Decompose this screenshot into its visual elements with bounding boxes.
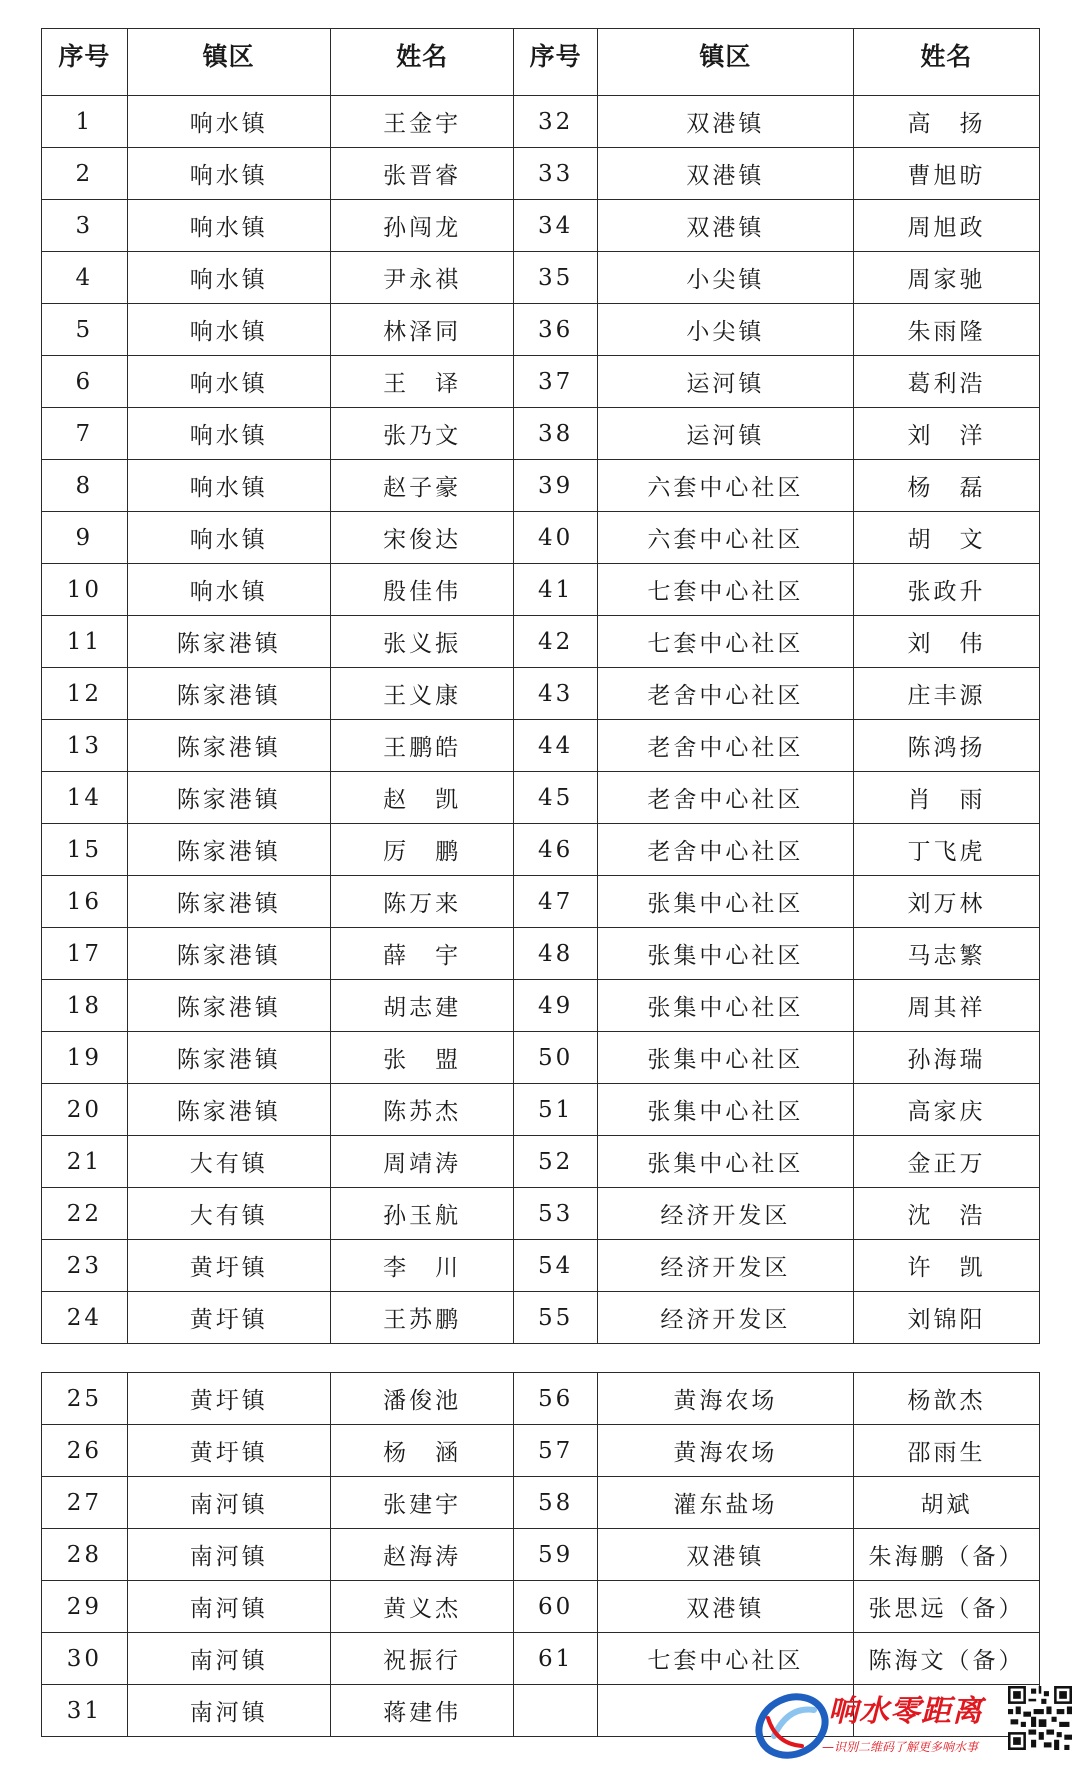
table-row [42, 356, 1040, 408]
cell-name: 张乃文 [330, 408, 514, 460]
table-row [42, 668, 1040, 720]
roster-table-1 [41, 28, 1040, 1344]
cell-town: 小尖镇 [597, 304, 853, 356]
cell-name: 胡 文 [853, 512, 1039, 564]
cell-town: 响水镇 [127, 460, 330, 512]
cell-town: 运河镇 [597, 356, 853, 408]
cell-town: 黄圩镇 [127, 1373, 330, 1425]
cell-town: 南河镇 [127, 1529, 330, 1581]
cell-name: 黄义杰 [330, 1581, 514, 1633]
table-row [42, 980, 1040, 1032]
cell-name: 张政升 [853, 564, 1039, 616]
cell-town: 响水镇 [127, 96, 330, 148]
cell-seq: 47 [514, 876, 597, 928]
cell-name: 王义康 [330, 668, 514, 720]
cell-seq: 19 [42, 1032, 128, 1084]
cell-name: 张晋睿 [330, 148, 514, 200]
cell-town: 张集中心社区 [597, 876, 853, 928]
cell-seq: 9 [42, 512, 128, 564]
watermark-subtitle: —识别二维码了解更多响水事 [822, 1740, 979, 1754]
cell-name: 朱雨隆 [853, 304, 1039, 356]
cell-town: 六套中心社区 [597, 512, 853, 564]
cell-town: 陈家港镇 [127, 772, 330, 824]
table-row [42, 1373, 1040, 1425]
cell-town: 陈家港镇 [127, 1032, 330, 1084]
cell-town: 陈家港镇 [127, 1084, 330, 1136]
cell-name: 祝振行 [330, 1633, 514, 1685]
cell-name: 杨 磊 [853, 460, 1039, 512]
cell-name: 林泽同 [330, 304, 514, 356]
cell-seq: 31 [42, 1685, 128, 1737]
cell-seq: 43 [514, 668, 597, 720]
cell-name: 陈鸿扬 [853, 720, 1039, 772]
cell-name: 赵 凯 [330, 772, 514, 824]
table-row [42, 96, 1040, 148]
cell-seq: 22 [42, 1188, 128, 1240]
cell-town: 南河镇 [127, 1477, 330, 1529]
cell-seq: 10 [42, 564, 128, 616]
cell-seq: 20 [42, 1084, 128, 1136]
cell-name: 杨 涵 [330, 1425, 514, 1477]
table-row [42, 252, 1040, 304]
cell-seq: 41 [514, 564, 597, 616]
cell-seq: 58 [514, 1477, 597, 1529]
cell-name: 王金宇 [330, 96, 514, 148]
cell-seq: 11 [42, 616, 128, 668]
table-row [42, 928, 1040, 980]
cell-seq [514, 1685, 597, 1737]
cell-name: 胡斌 [853, 1477, 1039, 1529]
cell-seq: 2 [42, 148, 128, 200]
cell-name: 杨歆杰 [853, 1373, 1039, 1425]
cell-seq: 46 [514, 824, 597, 876]
cell-name: 孙闯龙 [330, 200, 514, 252]
table-row [42, 772, 1040, 824]
cell-town: 黄圩镇 [127, 1240, 330, 1292]
table-row [42, 1633, 1040, 1685]
swirl-logo-icon [754, 1688, 830, 1762]
header-seq: 序号 [42, 29, 128, 96]
cell-town: 响水镇 [127, 304, 330, 356]
cell-seq: 60 [514, 1581, 597, 1633]
cell-town: 双港镇 [597, 148, 853, 200]
cell-seq: 15 [42, 824, 128, 876]
cell-seq: 45 [514, 772, 597, 824]
cell-town: 陈家港镇 [127, 616, 330, 668]
cell-town: 老舍中心社区 [597, 824, 853, 876]
table-row [42, 564, 1040, 616]
cell-seq: 61 [514, 1633, 597, 1685]
cell-name: 张 盟 [330, 1032, 514, 1084]
cell-name: 金正万 [853, 1136, 1039, 1188]
cell-seq: 35 [514, 252, 597, 304]
cell-town: 黄圩镇 [127, 1292, 330, 1344]
cell-name: 胡志建 [330, 980, 514, 1032]
table-header-row [42, 29, 1040, 96]
cell-name: 庄丰源 [853, 668, 1039, 720]
cell-seq: 21 [42, 1136, 128, 1188]
cell-name: 周旭政 [853, 200, 1039, 252]
cell-seq: 44 [514, 720, 597, 772]
cell-name: 刘锦阳 [853, 1292, 1039, 1344]
cell-name: 周其祥 [853, 980, 1039, 1032]
cell-seq: 48 [514, 928, 597, 980]
cell-seq: 23 [42, 1240, 128, 1292]
cell-seq: 38 [514, 408, 597, 460]
cell-seq: 14 [42, 772, 128, 824]
table-row [42, 1240, 1040, 1292]
cell-seq: 57 [514, 1425, 597, 1477]
cell-town: 响水镇 [127, 512, 330, 564]
cell-seq: 5 [42, 304, 128, 356]
table-row [42, 200, 1040, 252]
table-row [42, 876, 1040, 928]
table-row [42, 616, 1040, 668]
cell-name: 蒋建伟 [330, 1685, 514, 1737]
cell-name: 潘俊池 [330, 1373, 514, 1425]
cell-seq: 49 [514, 980, 597, 1032]
table-row [42, 512, 1040, 564]
cell-town: 陈家港镇 [127, 928, 330, 980]
cell-town: 老舍中心社区 [597, 668, 853, 720]
cell-name: 高 扬 [853, 96, 1039, 148]
cell-name: 宋俊达 [330, 512, 514, 564]
cell-name: 周家驰 [853, 252, 1039, 304]
table-row [42, 1529, 1040, 1581]
cell-town: 双港镇 [597, 1581, 853, 1633]
cell-seq: 50 [514, 1032, 597, 1084]
cell-town: 经济开发区 [597, 1188, 853, 1240]
cell-name: 马志繁 [853, 928, 1039, 980]
cell-name: 厉 鹏 [330, 824, 514, 876]
cell-name: 邵雨生 [853, 1425, 1039, 1477]
cell-town: 南河镇 [127, 1685, 330, 1737]
cell-town: 七套中心社区 [597, 564, 853, 616]
cell-name: 沈 浩 [853, 1188, 1039, 1240]
cell-seq: 34 [514, 200, 597, 252]
cell-seq: 18 [42, 980, 128, 1032]
cell-seq: 8 [42, 460, 128, 512]
cell-town: 小尖镇 [597, 252, 853, 304]
table-row [42, 304, 1040, 356]
cell-name: 肖 雨 [853, 772, 1039, 824]
cell-town: 陈家港镇 [127, 980, 330, 1032]
cell-name: 许 凯 [853, 1240, 1039, 1292]
cell-town: 响水镇 [127, 252, 330, 304]
cell-town: 七套中心社区 [597, 616, 853, 668]
table-row [42, 1477, 1040, 1529]
cell-town: 张集中心社区 [597, 928, 853, 980]
cell-seq: 54 [514, 1240, 597, 1292]
cell-seq: 1 [42, 96, 128, 148]
table-row [42, 1425, 1040, 1477]
cell-name: 丁飞虎 [853, 824, 1039, 876]
cell-town: 南河镇 [127, 1581, 330, 1633]
cell-name: 高家庆 [853, 1084, 1039, 1136]
cell-town: 陈家港镇 [127, 876, 330, 928]
cell-town: 大有镇 [127, 1188, 330, 1240]
watermark [746, 1680, 1076, 1766]
cell-name: 陈苏杰 [330, 1084, 514, 1136]
cell-town: 张集中心社区 [597, 1084, 853, 1136]
header-name: 姓名 [330, 29, 514, 96]
cell-seq: 28 [42, 1529, 128, 1581]
header-name: 姓名 [853, 29, 1039, 96]
cell-name: 刘 洋 [853, 408, 1039, 460]
cell-town: 张集中心社区 [597, 980, 853, 1032]
cell-seq: 33 [514, 148, 597, 200]
cell-name: 曹旭昉 [853, 148, 1039, 200]
cell-town: 双港镇 [597, 96, 853, 148]
cell-seq: 42 [514, 616, 597, 668]
cell-town: 响水镇 [127, 148, 330, 200]
cell-seq: 40 [514, 512, 597, 564]
cell-name: 陈万来 [330, 876, 514, 928]
roster-body-1 [42, 96, 1040, 1344]
cell-town: 响水镇 [127, 200, 330, 252]
cell-seq: 7 [42, 408, 128, 460]
cell-town: 七套中心社区 [597, 1633, 853, 1685]
table-row [42, 720, 1040, 772]
cell-town: 响水镇 [127, 564, 330, 616]
cell-name: 殷佳伟 [330, 564, 514, 616]
cell-name: 王 译 [330, 356, 514, 408]
cell-seq: 51 [514, 1084, 597, 1136]
cell-town: 响水镇 [127, 408, 330, 460]
cell-seq: 37 [514, 356, 597, 408]
cell-name: 张义振 [330, 616, 514, 668]
cell-seq: 12 [42, 668, 128, 720]
cell-seq: 17 [42, 928, 128, 980]
cell-town: 陈家港镇 [127, 720, 330, 772]
cell-seq: 3 [42, 200, 128, 252]
table-row [42, 408, 1040, 460]
cell-seq: 52 [514, 1136, 597, 1188]
cell-name: 尹永祺 [330, 252, 514, 304]
cell-name: 张建宇 [330, 1477, 514, 1529]
cell-town: 黄海农场 [597, 1373, 853, 1425]
cell-town: 老舍中心社区 [597, 772, 853, 824]
cell-name: 葛利浩 [853, 356, 1039, 408]
cell-name: 刘万林 [853, 876, 1039, 928]
header-seq: 序号 [514, 29, 597, 96]
cell-name: 陈海文（备） [853, 1633, 1039, 1685]
cell-town: 张集中心社区 [597, 1032, 853, 1084]
cell-name: 薛 宇 [330, 928, 514, 980]
cell-town: 老舍中心社区 [597, 720, 853, 772]
header-town: 镇区 [597, 29, 853, 96]
cell-name: 王鹏皓 [330, 720, 514, 772]
table-row [42, 1032, 1040, 1084]
cell-seq: 59 [514, 1529, 597, 1581]
cell-name: 赵海涛 [330, 1529, 514, 1581]
cell-town: 经济开发区 [597, 1240, 853, 1292]
cell-town: 大有镇 [127, 1136, 330, 1188]
cell-seq: 32 [514, 96, 597, 148]
cell-seq: 53 [514, 1188, 597, 1240]
cell-town: 陈家港镇 [127, 824, 330, 876]
table-row [42, 1136, 1040, 1188]
cell-seq: 24 [42, 1292, 128, 1344]
cell-town: 张集中心社区 [597, 1136, 853, 1188]
qr-code-icon[interactable] [1008, 1686, 1072, 1750]
cell-town: 陈家港镇 [127, 668, 330, 720]
cell-name: 赵子豪 [330, 460, 514, 512]
table-row [42, 148, 1040, 200]
cell-name: 王苏鹏 [330, 1292, 514, 1344]
cell-town: 运河镇 [597, 408, 853, 460]
cell-name: 刘 伟 [853, 616, 1039, 668]
cell-town: 响水镇 [127, 356, 330, 408]
cell-seq: 36 [514, 304, 597, 356]
cell-seq: 55 [514, 1292, 597, 1344]
cell-town: 南河镇 [127, 1633, 330, 1685]
cell-seq: 6 [42, 356, 128, 408]
cell-seq: 56 [514, 1373, 597, 1425]
cell-town: 经济开发区 [597, 1292, 853, 1344]
cell-seq: 39 [514, 460, 597, 512]
cell-seq: 30 [42, 1633, 128, 1685]
header-town: 镇区 [127, 29, 330, 96]
cell-seq: 27 [42, 1477, 128, 1529]
table-row [42, 1292, 1040, 1344]
table-row [42, 1581, 1040, 1633]
cell-town: 黄海农场 [597, 1425, 853, 1477]
cell-name: 朱海鹏（备） [853, 1529, 1039, 1581]
cell-town: 六套中心社区 [597, 460, 853, 512]
cell-name: 周靖涛 [330, 1136, 514, 1188]
cell-town: 双港镇 [597, 200, 853, 252]
cell-seq: 29 [42, 1581, 128, 1633]
table-row [42, 1188, 1040, 1240]
cell-name: 孙玉航 [330, 1188, 514, 1240]
cell-name: 张思远（备） [853, 1581, 1039, 1633]
cell-seq: 26 [42, 1425, 128, 1477]
cell-name: 孙海瑞 [853, 1032, 1039, 1084]
watermark-title: 响水零距离 [828, 1694, 983, 1729]
cell-seq: 4 [42, 252, 128, 304]
table-row [42, 824, 1040, 876]
cell-town: 黄圩镇 [127, 1425, 330, 1477]
cell-seq: 13 [42, 720, 128, 772]
cell-town: 双港镇 [597, 1529, 853, 1581]
cell-town: 灌东盐场 [597, 1477, 853, 1529]
table-row [42, 1084, 1040, 1136]
cell-seq: 25 [42, 1373, 128, 1425]
cell-seq: 16 [42, 876, 128, 928]
cell-name: 李 川 [330, 1240, 514, 1292]
table-row [42, 460, 1040, 512]
